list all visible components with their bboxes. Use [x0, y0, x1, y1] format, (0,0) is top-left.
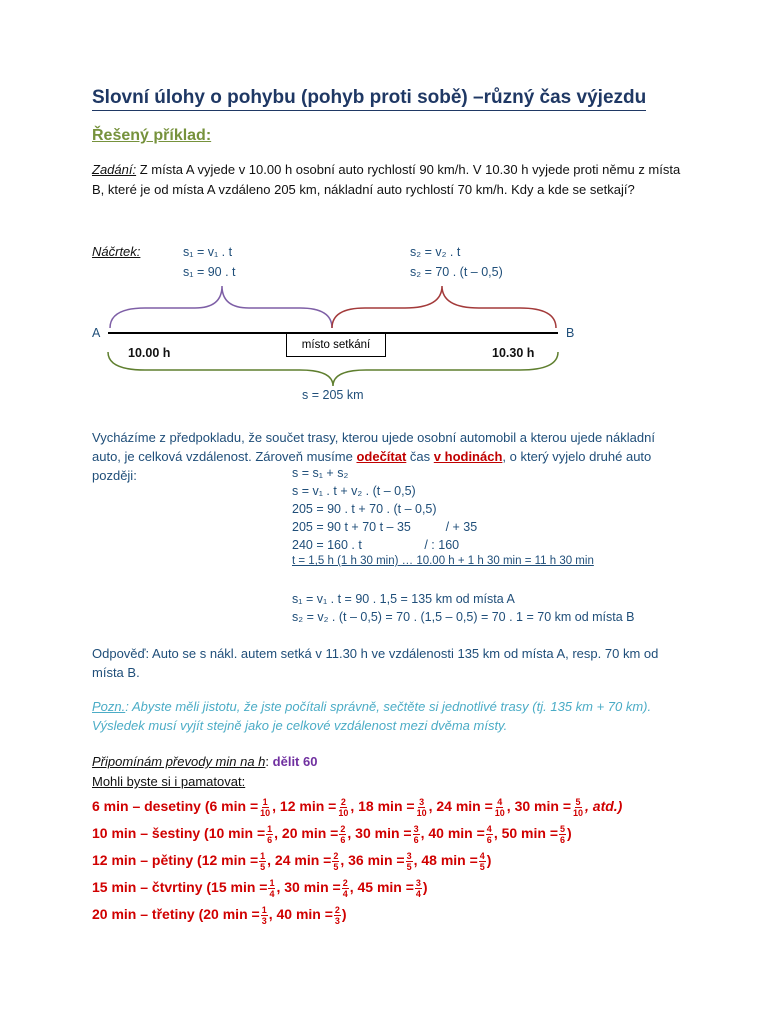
result-line-s1: s₁ = v₁ . t = 90 . 1,5 = 135 km od místa A [292, 592, 515, 606]
fraction-denominator: 10 [260, 807, 271, 818]
fraction-numerator: 2 [333, 850, 339, 861]
fraction-numerator: 1 [262, 796, 268, 807]
fraction-numerator: 1 [269, 877, 275, 888]
conversion-term: , 48 min = [413, 852, 478, 868]
conversion-term: , 18 min = [350, 798, 415, 814]
fraction-denominator: 3 [334, 915, 340, 926]
fraction-denominator: 3 [261, 915, 267, 926]
answer-text: : Auto se s nákl. autem setká v 11.30 h ve vzdálenosti 135 km od místa A, resp. 70 km od místa B. [92, 646, 659, 680]
result-line-s2: s₂ = v₂ . (t – 0,5) = 70 . (1,5 – 0,5) = 70 . 1 = 70 km od místa B [292, 610, 635, 624]
fraction [413, 824, 420, 845]
fraction [494, 797, 506, 818]
equation-line: 205 = 90 . t + 70 . (t – 0,5) [292, 502, 437, 516]
fraction-denominator: 5 [260, 861, 266, 872]
conversion-suffix: ) [422, 879, 428, 895]
reasoning-highlight-subtract: odečítat [356, 449, 407, 464]
fraction [416, 797, 428, 818]
conversion-line [92, 904, 347, 926]
fraction-denominator: 5 [406, 861, 412, 872]
fraction-denominator: 6 [560, 834, 566, 845]
fraction [261, 905, 268, 926]
fraction-denominator: 6 [413, 834, 419, 845]
point-b-label: B [566, 326, 575, 340]
conversion-term: 15 min = [211, 879, 268, 895]
fraction-denominator: 4 [415, 888, 421, 899]
fraction-denominator: 10 [338, 807, 349, 818]
conversion-term: 12 min = [201, 852, 259, 868]
fraction-denominator: 5 [333, 861, 339, 872]
conversion-term: , 24 min = [428, 798, 493, 814]
fraction [259, 851, 266, 872]
conversion-term: , 12 min = [272, 798, 337, 814]
answer-paragraph [92, 644, 682, 682]
s2-value: s₂ = 70 . (t – 0,5) [410, 265, 503, 279]
fraction [479, 851, 486, 872]
page-title: Slovní úlohy o pohybu (pohyb proti sobě) –různý čas výjezdu [92, 86, 646, 111]
reasoning-part3: , o který vyjelo druhé auto později: [92, 449, 652, 483]
equation-line: 240 = 160 . t / : 160 [292, 538, 460, 552]
fraction-numerator: 2 [340, 823, 346, 834]
conversion-prefix: 6 min – desetiny ( [92, 798, 210, 814]
fraction [266, 824, 273, 845]
fraction-numerator: 1 [261, 904, 267, 915]
fraction [334, 905, 341, 926]
reasoning-part2: čas [406, 449, 434, 464]
fraction-numerator: 3 [419, 796, 425, 807]
conversion-line [92, 877, 428, 899]
distance-label: s = 205 km [302, 388, 364, 402]
time-a-label: 10.00 h [128, 346, 171, 360]
remember-heading: Mohli byste si i pamatovat: [92, 774, 246, 789]
fraction-numerator: 4 [486, 823, 492, 834]
conversion-term: , 30 min = [276, 879, 341, 895]
note-text: : Abyste měli jistotu, že jste počítali správně, sečtěte si jednotlivé trasy (tj. 135 km + 70 km). Výsledek musí vyjít stejně jako je celkové vzdálenost mezi dvěma místy. [92, 699, 652, 733]
fraction [406, 851, 413, 872]
fraction-numerator: 3 [415, 877, 421, 888]
fraction [486, 824, 493, 845]
conversion-term: , 30 min = [347, 825, 412, 841]
sketch-diagram [0, 0, 768, 420]
s2-brace [332, 286, 556, 328]
fraction-numerator: 3 [406, 850, 412, 861]
reasoning-highlight-hours: v hodinách [433, 449, 503, 464]
s1-formula: s₁ = v₁ . t [183, 245, 233, 259]
note-paragraph [92, 697, 682, 735]
conversion-term: , 30 min = [506, 798, 571, 814]
conversion-line [92, 796, 622, 818]
fraction [342, 878, 349, 899]
conversion-term: , 40 min = [420, 825, 485, 841]
conversion-suffix: ) [486, 852, 492, 868]
meeting-point-box: místo setkání [286, 333, 386, 357]
fraction-numerator: 5 [575, 796, 581, 807]
conversion-term: 10 min = [208, 825, 266, 841]
fraction-numerator: 2 [334, 904, 340, 915]
fraction-denominator: 6 [340, 834, 346, 845]
equation-line: s = s₁ + s₂ [292, 466, 349, 480]
conversion-term: , 45 min = [349, 879, 414, 895]
reasoning-part1: Vycházíme z předpokladu, že součet trasy, kterou ujede osobní automobil a kterou ujede nákladní auto, je celková vzdálenost. Zároveň musíme [92, 430, 655, 464]
s2-formula: s₂ = v₂ . t [410, 245, 461, 259]
conversion-prefix: 20 min – třetiny ( [92, 906, 204, 922]
fraction-denominator: 4 [269, 888, 275, 899]
conversion-suffix: , atd.) [585, 798, 623, 814]
conversion-term: , 50 min = [493, 825, 559, 841]
assignment-label: Zadání: [92, 162, 137, 177]
fraction [339, 824, 346, 845]
conversion-term: , 36 min = [340, 852, 405, 868]
reasoning-paragraph [92, 428, 682, 485]
conversion-prefix: 15 min – čtvrtiny ( [92, 879, 212, 895]
fraction-numerator: 2 [340, 796, 346, 807]
reminder-label: Připomínám převody min na h [92, 754, 266, 769]
point-a-label: A [92, 326, 101, 340]
fraction-numerator: 2 [342, 877, 348, 888]
equation-line: s = v₁ . t + v₂ . (t – 0,5) [292, 484, 416, 498]
fraction-numerator: 1 [267, 823, 273, 834]
fraction-denominator: 4 [342, 888, 348, 899]
fraction [268, 878, 275, 899]
fraction [337, 797, 349, 818]
total-brace [108, 352, 558, 386]
reminder-line [92, 753, 317, 771]
s1-value: s₁ = 90 . t [183, 265, 236, 279]
conversion-term: , 20 min = [274, 825, 339, 841]
conversion-term: 6 min = [209, 798, 259, 814]
conversion-line [92, 823, 572, 845]
fraction-denominator: 10 [573, 807, 584, 818]
fraction-denominator: 10 [494, 807, 505, 818]
conversion-suffix: ) [567, 825, 572, 841]
s1-brace [110, 286, 332, 328]
fraction-numerator: 5 [560, 823, 566, 834]
section-subtitle: Řešený příklad: [92, 127, 212, 144]
reminder-value: dělit 60 [272, 754, 318, 769]
fraction-denominator: 5 [479, 861, 485, 872]
sketch-label: Náčrtek: [92, 244, 141, 259]
fraction-numerator: 4 [497, 796, 503, 807]
fraction [332, 851, 339, 872]
conversion-prefix: 12 min – pětiny ( [92, 852, 202, 868]
answer-label: Odpověď [92, 646, 146, 661]
fraction-numerator: 4 [479, 850, 485, 861]
conversion-term: , 40 min = [268, 906, 333, 922]
conversion-term: 20 min = [203, 906, 260, 922]
fraction [415, 878, 422, 899]
reminder-colon: : [265, 754, 273, 769]
equation-line: 205 = 90 t + 70 t – 35 / + 35 [292, 520, 478, 534]
conversion-term: , 24 min = [267, 852, 332, 868]
fraction-numerator: 1 [260, 850, 266, 861]
fraction-denominator: 6 [486, 834, 492, 845]
conversion-prefix: 10 min – šestiny ( [92, 825, 209, 841]
note-label: Pozn. [92, 699, 126, 714]
fraction-denominator: 6 [267, 834, 273, 845]
fraction [259, 797, 271, 818]
fraction-numerator: 3 [413, 823, 419, 834]
conversion-line [92, 850, 491, 872]
fraction [559, 824, 566, 845]
assignment-text: Z místa A vyjede v 10.00 h osobní auto rychlostí 90 km/h. V 10.30 h vyjede proti němu z místa B, které je od místa A vzdáleno 205 km, nákladní auto rychlostí 70 km/h. Kdy a kde se setkají? [92, 162, 681, 197]
time-b-label: 10.30 h [492, 346, 535, 360]
conversion-suffix: ) [341, 906, 347, 922]
equation-result-time: t = 1,5 h (1 h 30 min) … 10.00 h + 1 h 30 min = 11 h 30 min [292, 555, 594, 567]
fraction-denominator: 10 [416, 807, 427, 818]
fraction [572, 797, 584, 818]
